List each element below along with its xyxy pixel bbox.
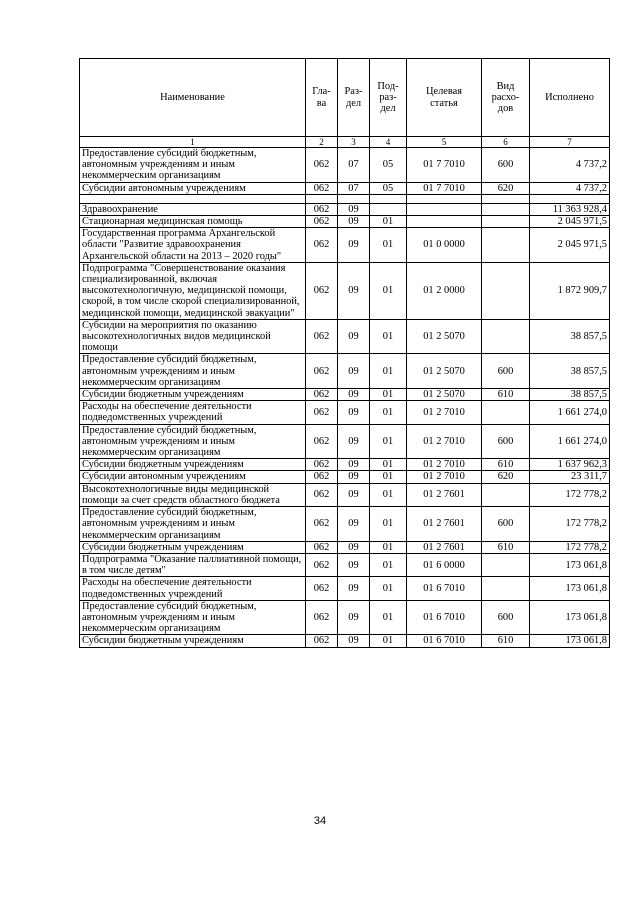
row-podrazdel [370, 203, 407, 215]
row-target: 01 2 5070 [407, 319, 482, 354]
row-razdel: 09 [338, 424, 370, 459]
row-executed: 1 872 909,7 [530, 262, 610, 319]
table-row [80, 354, 610, 389]
budget-table [79, 58, 610, 648]
col-number: 7 [530, 137, 610, 148]
row-podrazdel: 01 [370, 471, 407, 483]
row-glava: 062 [306, 553, 338, 576]
row-podrazdel: 01 [370, 553, 407, 576]
col-number: 6 [482, 137, 530, 148]
row-name: Субсидии бюджетным учреждениям [80, 389, 306, 401]
row-name: Расходы на обеспечение деятельности подведомственных учреждений [80, 577, 306, 600]
row-razdel: 09 [338, 635, 370, 647]
header-name: Наименование [80, 59, 306, 137]
row-razdel: 09 [338, 228, 370, 263]
row-name: Государственная программа Архангельской области "Развитие здравоохранения Архангельской области на 2013 – 2020 годы" [80, 228, 306, 263]
table-row [80, 483, 610, 506]
row-executed: 23 311,7 [530, 471, 610, 483]
row-executed: 2 045 971,5 [530, 228, 610, 263]
row-glava: 062 [306, 459, 338, 471]
spacer-cell [370, 194, 407, 203]
row-target: 01 2 0000 [407, 262, 482, 319]
row-razdel: 09 [338, 541, 370, 553]
header-razdel: Раз- дел [338, 59, 370, 137]
row-razdel: 09 [338, 401, 370, 424]
row-target: 01 2 7010 [407, 459, 482, 471]
row-razdel: 09 [338, 600, 370, 635]
table-header-row [80, 59, 610, 137]
spacer-cell [306, 194, 338, 203]
row-expense: 600 [482, 354, 530, 389]
row-glava: 062 [306, 471, 338, 483]
col-number: 4 [370, 137, 407, 148]
row-glava: 062 [306, 577, 338, 600]
row-executed: 173 061,8 [530, 600, 610, 635]
row-expense [482, 401, 530, 424]
row-executed: 173 061,8 [530, 577, 610, 600]
row-target: 01 2 7601 [407, 483, 482, 506]
spacer-cell [407, 194, 482, 203]
row-glava: 062 [306, 507, 338, 542]
row-executed: 4 737,2 [530, 182, 610, 194]
col-number: 5 [407, 137, 482, 148]
row-target: 01 6 7010 [407, 577, 482, 600]
row-target: 01 6 7010 [407, 600, 482, 635]
table-row [80, 203, 610, 215]
row-expense: 620 [482, 471, 530, 483]
row-podrazdel: 01 [370, 600, 407, 635]
row-razdel: 07 [338, 182, 370, 194]
row-razdel: 09 [338, 262, 370, 319]
column-number-row [80, 137, 610, 148]
table-row [80, 507, 610, 542]
row-glava: 062 [306, 483, 338, 506]
row-executed: 1 637 962,3 [530, 459, 610, 471]
table-row [80, 553, 610, 576]
row-executed: 38 857,5 [530, 319, 610, 354]
row-name: Высокотехнологичные виды медицинской помощи за счет средств областного бюджета [80, 483, 306, 506]
spacer-cell [482, 194, 530, 203]
table-row [80, 319, 610, 354]
row-executed: 172 778,2 [530, 507, 610, 542]
row-razdel: 09 [338, 459, 370, 471]
table-row [80, 228, 610, 263]
row-target: 01 6 7010 [407, 635, 482, 647]
table-spacer-row [80, 194, 610, 203]
row-expense: 620 [482, 182, 530, 194]
row-expense [482, 483, 530, 506]
table-row [80, 262, 610, 319]
row-podrazdel: 01 [370, 577, 407, 600]
header-target: Целевая статья [407, 59, 482, 137]
row-razdel: 09 [338, 319, 370, 354]
row-glava: 062 [306, 354, 338, 389]
table-row [80, 577, 610, 600]
row-executed: 173 061,8 [530, 553, 610, 576]
row-podrazdel: 05 [370, 182, 407, 194]
row-expense [482, 577, 530, 600]
row-name: Расходы на обеспечение деятельности подведомственных учреждений [80, 401, 306, 424]
row-name: Предоставление субсидий бюджетным, автономным учреждениям и иным некоммерческим организациям [80, 354, 306, 389]
row-razdel: 09 [338, 203, 370, 215]
table-row [80, 635, 610, 647]
row-podrazdel: 05 [370, 148, 407, 183]
table-row [80, 182, 610, 194]
row-razdel: 07 [338, 148, 370, 183]
row-expense: 600 [482, 148, 530, 183]
row-executed: 1 661 274,0 [530, 424, 610, 459]
row-target: 01 0 0000 [407, 228, 482, 263]
row-podrazdel: 01 [370, 389, 407, 401]
row-name: Подпрограмма "Совершенствование оказания специализированной, включая высокотехнологичную, медицинской помощи, скорой, в том числе скорой специализированной, медицинской помощи, медицинской эвакуации" [80, 262, 306, 319]
row-target: 01 7 7010 [407, 182, 482, 194]
spacer-cell [80, 194, 306, 203]
row-executed: 2 045 971,5 [530, 216, 610, 228]
row-glava: 062 [306, 228, 338, 263]
row-glava: 062 [306, 541, 338, 553]
row-expense [482, 319, 530, 354]
row-podrazdel: 01 [370, 424, 407, 459]
row-executed: 173 061,8 [530, 635, 610, 647]
header-glava: Гла- ва [306, 59, 338, 137]
row-expense [482, 553, 530, 576]
row-target: 01 2 7010 [407, 424, 482, 459]
row-podrazdel: 01 [370, 319, 407, 354]
table-row [80, 424, 610, 459]
row-razdel: 09 [338, 389, 370, 401]
row-podrazdel: 01 [370, 228, 407, 263]
spacer-cell [530, 194, 610, 203]
row-target: 01 2 5070 [407, 389, 482, 401]
row-name: Предоставление субсидий бюджетным, автономным учреждениям и иным некоммерческим организациям [80, 148, 306, 183]
row-glava: 062 [306, 203, 338, 215]
row-razdel: 09 [338, 471, 370, 483]
col-number: 3 [338, 137, 370, 148]
row-name: Предоставление субсидий бюджетным, автономным учреждениям и иным некоммерческим организациям [80, 600, 306, 635]
row-expense: 610 [482, 541, 530, 553]
header-expense: Вид расхо- дов [482, 59, 530, 137]
row-name: Субсидии на мероприятия по оказанию высокотехнологичных видов медицинской помощи [80, 319, 306, 354]
row-glava: 062 [306, 148, 338, 183]
row-target [407, 203, 482, 215]
row-target: 01 7 7010 [407, 148, 482, 183]
table-row [80, 148, 610, 183]
col-number: 1 [80, 137, 306, 148]
row-podrazdel: 01 [370, 401, 407, 424]
row-target: 01 6 0000 [407, 553, 482, 576]
row-glava: 062 [306, 600, 338, 635]
row-podrazdel: 01 [370, 459, 407, 471]
row-expense [482, 203, 530, 215]
row-glava: 062 [306, 389, 338, 401]
row-name: Субсидии бюджетным учреждениям [80, 459, 306, 471]
table-row [80, 541, 610, 553]
row-name: Субсидии бюджетным учреждениям [80, 541, 306, 553]
row-glava: 062 [306, 401, 338, 424]
table-row [80, 459, 610, 471]
row-name: Субсидии автономным учреждениям [80, 182, 306, 194]
row-executed: 172 778,2 [530, 483, 610, 506]
row-name: Стационарная медицинская помощь [80, 216, 306, 228]
row-executed: 38 857,5 [530, 389, 610, 401]
table-row [80, 600, 610, 635]
row-expense: 610 [482, 389, 530, 401]
row-glava: 062 [306, 216, 338, 228]
row-razdel: 09 [338, 553, 370, 576]
row-expense: 610 [482, 635, 530, 647]
row-podrazdel: 01 [370, 507, 407, 542]
row-executed: 1 661 274,0 [530, 401, 610, 424]
row-razdel: 09 [338, 354, 370, 389]
row-podrazdel: 01 [370, 216, 407, 228]
table-row [80, 216, 610, 228]
row-glava: 062 [306, 262, 338, 319]
header-podrazdel: Под- раз- дел [370, 59, 407, 137]
row-glava: 062 [306, 424, 338, 459]
page-number: 34 [313, 815, 327, 827]
table-body [80, 148, 610, 648]
row-podrazdel: 01 [370, 262, 407, 319]
table-row [80, 401, 610, 424]
row-expense: 600 [482, 600, 530, 635]
row-expense [482, 216, 530, 228]
row-name: Предоставление субсидий бюджетным, автономным учреждениям и иным некоммерческим организациям [80, 507, 306, 542]
row-executed: 11 363 928,4 [530, 203, 610, 215]
row-expense: 610 [482, 459, 530, 471]
row-podrazdel: 01 [370, 541, 407, 553]
row-executed: 38 857,5 [530, 354, 610, 389]
row-target: 01 2 7010 [407, 471, 482, 483]
row-glava: 062 [306, 182, 338, 194]
row-razdel: 09 [338, 577, 370, 600]
table-row [80, 389, 610, 401]
row-executed: 172 778,2 [530, 541, 610, 553]
row-name: Субсидии автономным учреждениям [80, 471, 306, 483]
row-name: Субсидии бюджетным учреждениям [80, 635, 306, 647]
table-row [80, 471, 610, 483]
row-expense: 600 [482, 424, 530, 459]
row-target: 01 2 7601 [407, 541, 482, 553]
row-razdel: 09 [338, 216, 370, 228]
row-podrazdel: 01 [370, 483, 407, 506]
row-target: 01 2 5070 [407, 354, 482, 389]
row-podrazdel: 01 [370, 635, 407, 647]
row-name: Подпрограмма "Оказание паллиативной помощи, в том числе детям" [80, 553, 306, 576]
row-target: 01 2 7601 [407, 507, 482, 542]
row-expense [482, 262, 530, 319]
row-expense [482, 228, 530, 263]
row-glava: 062 [306, 319, 338, 354]
row-name: Здравоохранение [80, 203, 306, 215]
row-executed: 4 737,2 [530, 148, 610, 183]
row-target: 01 2 7010 [407, 401, 482, 424]
spacer-cell [338, 194, 370, 203]
row-razdel: 09 [338, 483, 370, 506]
row-glava: 062 [306, 635, 338, 647]
row-name: Предоставление субсидий бюджетным, автономным учреждениям и иным некоммерческим организациям [80, 424, 306, 459]
row-expense: 600 [482, 507, 530, 542]
col-number: 2 [306, 137, 338, 148]
row-razdel: 09 [338, 507, 370, 542]
row-target [407, 216, 482, 228]
header-executed: Исполнено [530, 59, 610, 137]
row-podrazdel: 01 [370, 354, 407, 389]
